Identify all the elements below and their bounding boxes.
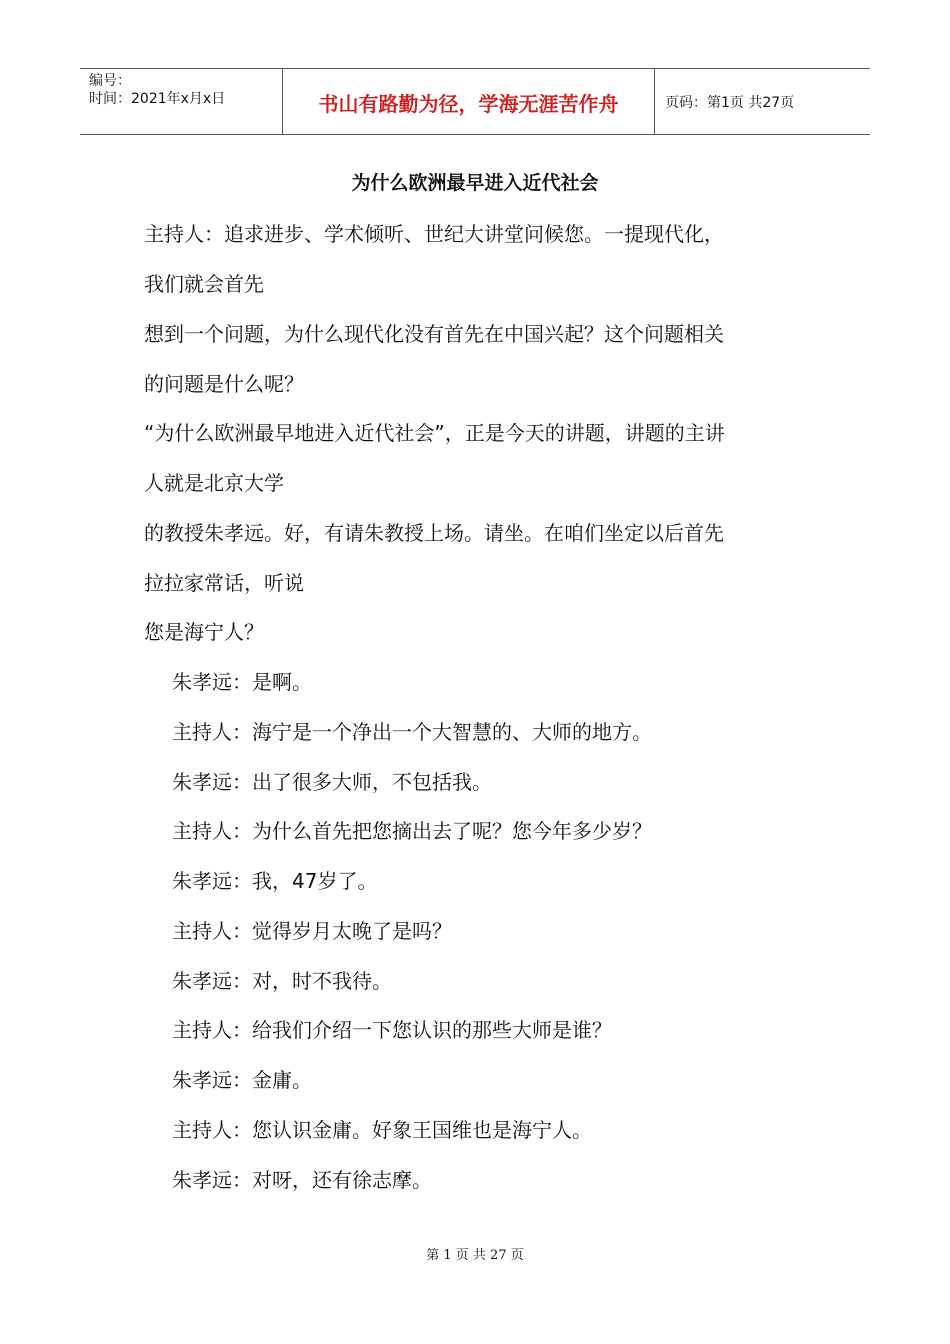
paragraph-line: 想到一个问题，为什么现代化没有首先在中国兴起？这个问题相关 [144,322,724,346]
paragraph-line: 您是海宁人？ [144,620,264,644]
header-page-cell [655,69,870,135]
paragraph-line: “为什么欧洲最早地进入近代社会”，正是今天的讲题，讲题的主讲 [144,421,725,445]
header-motto: 书山有路勤为径，学海无涯苦作舟 [318,91,619,116]
header-page-info: 页码：第1页 共27页 [665,95,795,111]
dialogue-line: 朱孝远：对，时不我待。 [172,969,392,993]
dialogue-line: 朱孝远：出了很多大师，不包括我。 [172,770,492,794]
paragraph-line: 拉拉家常话，听说 [144,571,304,595]
document-title: 为什么欧洲最早进入近代社会 [351,172,599,194]
dialogue-line: 主持人：海宁是一个净出一个大智慧的、大师的地方。 [172,720,652,744]
dialogue-line: 主持人：给我们介绍一下您认识的那些大师是谁？ [172,1018,612,1042]
dialogue-line: 朱孝远：我，47岁了。 [172,869,378,893]
paragraph-line: 我们就会首先 [144,272,264,296]
dialogue-line: 主持人：为什么首先把您摘出去了呢？您今年多少岁？ [172,819,652,843]
dialogue-line: 主持人：您认识金庸。好象王国维也是海宁人。 [172,1118,592,1142]
page-header [80,68,870,135]
paragraph-line: 的问题是什么呢？ [144,372,304,396]
document-time-label: 时间：2021年x月x日 [89,91,226,107]
dialogue-line: 朱孝远：金庸。 [172,1068,312,1092]
header-meta-cell [80,69,282,135]
document-number-label: 编号： [89,73,131,89]
paragraph-line: 人就是北京大学 [144,471,284,495]
dialogue-line: 朱孝远：对呀，还有徐志摩。 [172,1168,432,1192]
paragraph-line: 主持人：追求进步、学术倾听、世纪大讲堂问候您。一提现代化， [144,222,724,246]
page-footer: 第 1 页 共 27 页 [426,1248,524,1263]
dialogue-line: 主持人：觉得岁月太晚了是吗？ [172,919,452,943]
header-motto-cell [282,69,655,135]
dialogue-line: 朱孝远：是啊。 [172,670,312,694]
paragraph-line: 的教授朱孝远。好，有请朱教授上场。请坐。在咱们坐定以后首先 [144,521,724,545]
